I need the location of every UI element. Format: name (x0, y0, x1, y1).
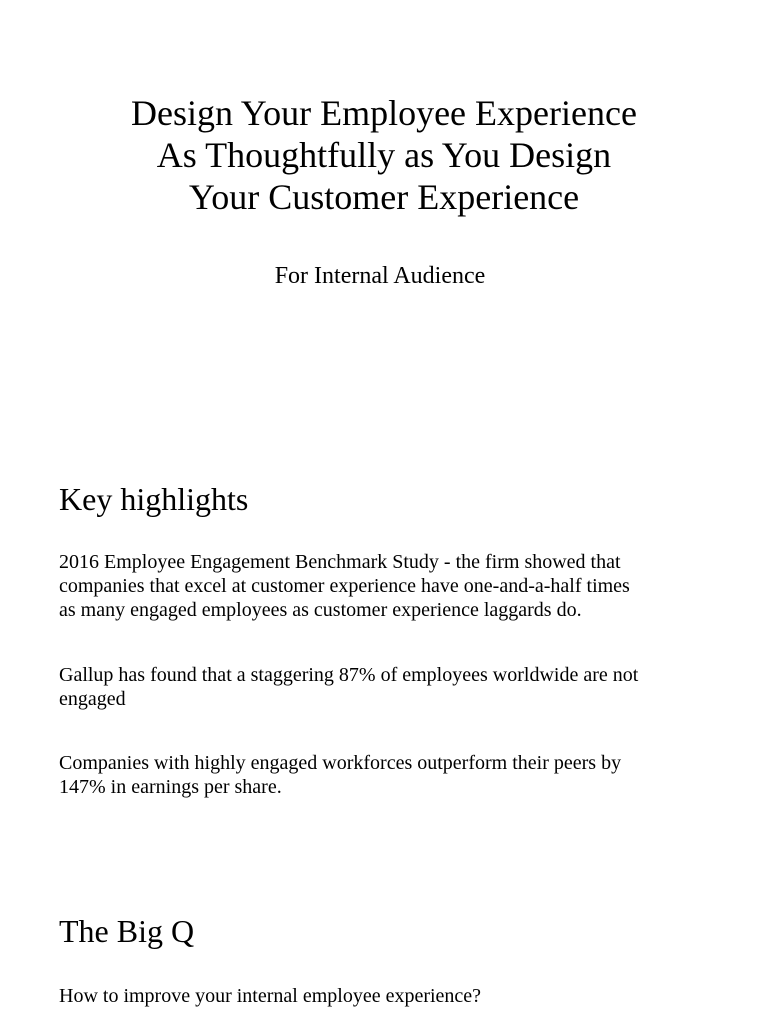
title-line: As Thoughtfully as You Design (156, 135, 612, 175)
section-heading-big-q: The Big Q (59, 913, 195, 949)
big-q-question (59, 984, 739, 1008)
document-title (0, 92, 768, 218)
document-subtitle: For Internal Audience (274, 263, 486, 289)
section-heading-key-highlights: Key highlights (59, 481, 249, 517)
paragraph-line: 147% in earnings per share. (59, 776, 282, 798)
paragraph-line: Gallup has found that a staggering 87% of employees worldwide are not (59, 664, 639, 686)
title-line: Your Customer Experience (188, 177, 580, 217)
paragraph-line: companies that excel at customer experience have one-and-a-half times (59, 575, 630, 597)
paragraph-line: engaged (59, 688, 126, 710)
paragraph-line: How to improve your internal employee experience? (59, 985, 482, 1007)
paragraph-line: 2016 Employee Engagement Benchmark Study - the firm showed that (59, 551, 621, 573)
highlight-paragraph (59, 550, 739, 622)
paragraph-line: Companies with highly engaged workforces outperform their peers by (59, 752, 622, 774)
highlight-paragraph (59, 751, 739, 799)
highlight-paragraph (59, 663, 739, 711)
title-line: Design Your Employee Experience (131, 93, 637, 133)
paragraph-line: as many engaged employees as customer experience laggards do. (59, 599, 582, 621)
